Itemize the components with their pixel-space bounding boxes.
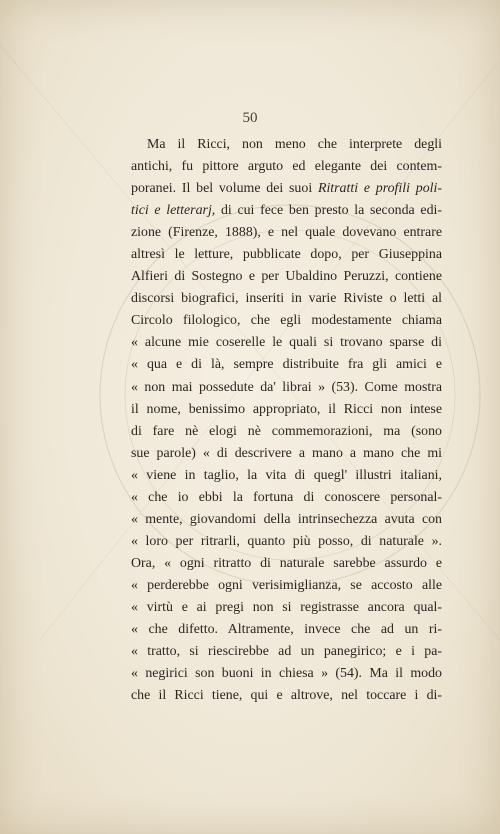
- page-number: 50: [242, 110, 258, 126]
- italic-title-fragment: tici e letterarj,: [131, 203, 216, 219]
- text-fragment: poranei. Il bel volume dei suoi: [131, 181, 318, 197]
- text-line: discorsi biografici, inseriti in varie Riviste o letti al: [131, 291, 442, 307]
- text-line: antichi, fu pittore arguto ed elegante dei contem-: [131, 159, 442, 175]
- text-line: « tratto, si riescirebbe ad un panegirico; e i pa-: [131, 644, 442, 660]
- text-line: « alcune mie coserelle le quali si trovano sparse di: [131, 335, 442, 351]
- text-line: Ora, « ogni ritratto di naturale sarebbe assurdo e: [131, 555, 442, 571]
- text-line: Alfieri di Sostegno e per Ubaldino Peruzzi, contiene: [131, 269, 442, 285]
- text-line: [131, 178, 442, 200]
- text-line: « virtù e ai pregi non si registrasse ancora qual-: [131, 599, 442, 615]
- text-line: Circolo filologico, che egli modestamente chiama: [131, 313, 442, 329]
- text-line: il nome, benissimo appropriato, il Ricci non intese: [131, 401, 442, 417]
- italic-title-fragment: Ritratti e profili poli-: [317, 181, 442, 197]
- text-line: « che io ebbi la fortuna di conoscere personal-: [131, 489, 442, 505]
- text-line: che il Ricci tiene, qui e altrove, nel toccare i di-: [131, 688, 442, 704]
- text-line: di fare nè elogi nè commemorazioni, ma (sono: [131, 423, 442, 439]
- body-text: [131, 134, 442, 707]
- text-line: zione (Firenze, 1888), e nel quale dovevano entrare: [131, 225, 442, 241]
- text-line: « viene in taglio, la vita di quegl' illustri italiani,: [131, 467, 442, 483]
- text-line: « mente, giovandomi della intrinsechezza avuta con: [131, 511, 442, 527]
- text-line: « qua e di là, sempre distribuite fra gli amici e: [131, 357, 442, 373]
- text-line: sue parole) « di descrivere a mano a mano che mi: [131, 445, 442, 461]
- text-line: « loro per ritrarli, quanto più posso, di naturale ».: [131, 533, 442, 549]
- text-line: « perderebbe ogni verisimiglianza, se accosto alle: [131, 577, 442, 593]
- text-line: « che difetto. Altramente, invece che ad un ri-: [131, 622, 442, 638]
- text-line: Ma il Ricci, non meno che interprete degli: [147, 137, 442, 152]
- text-line: altresì le letture, pubblicate dopo, per Giuseppina: [131, 247, 442, 263]
- text-line: « negirici son buoni in chiesa » (54). Ma il modo: [131, 666, 442, 682]
- text-line: « non mai possedute da' librai » (53). Come mostra: [131, 379, 442, 395]
- text-line: [131, 200, 442, 222]
- text-fragment: di cui fece ben presto la seconda edi-: [215, 203, 442, 219]
